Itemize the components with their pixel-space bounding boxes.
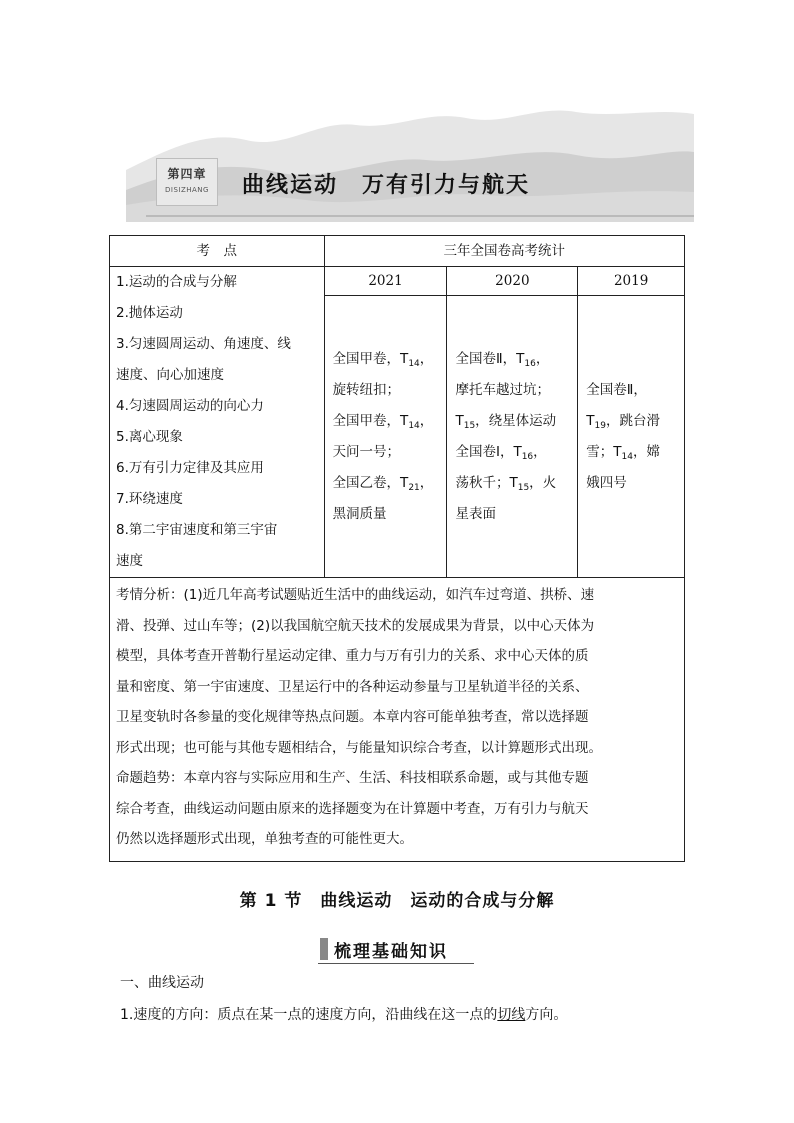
stat-subscript: 15: [463, 420, 476, 431]
stat-line: [333, 375, 439, 406]
stat-text: 星表面: [455, 505, 496, 522]
analysis-line: 命题趋势：本章内容与实际应用和生产、生活、科技相联系命题，或与其他专题: [116, 770, 589, 786]
sub-heading: 一、曲线运动: [120, 975, 204, 991]
stat-subscript: 19: [594, 420, 606, 431]
stat-line: [586, 468, 676, 499]
stat-text: 旋转纽扣；: [332, 381, 401, 398]
knowledge-point: 4.匀速圆周运动的向心力: [116, 398, 264, 414]
stat-text: 娥四号: [586, 474, 627, 491]
knowledge-point: 5.离心现象: [116, 429, 183, 445]
stat-text: 黑洞质量: [332, 505, 387, 522]
analysis-line: 滑、投弹、过山车等；(2)以我国航空航天技术的发展成果为背景，以中心天体为: [116, 617, 595, 634]
analysis-cell: [110, 578, 685, 862]
stat-text: T: [586, 412, 595, 429]
analysis-line: 考情分析：(1)近几年高考试题贴近生活中的曲线运动，如汽车过弯道、拱桥、速: [116, 587, 595, 603]
stat-line: [455, 375, 569, 406]
stat-text: 荡秋千；T: [455, 474, 518, 491]
stat-text: ，嫦: [632, 443, 660, 460]
section-title: 第 1 节 曲线运动 运动的合成与分解: [239, 891, 555, 911]
stat-line: [333, 406, 439, 437]
stat-subscript: 16: [521, 451, 534, 462]
year-2019: 2019: [578, 267, 685, 296]
stat-subscript: 16: [524, 358, 536, 369]
stat-line: [333, 499, 439, 530]
label-bar-icon: [320, 938, 328, 960]
analysis-line: 量和密度、第一宇宙速度、卫星运行中的各种运动参量与卫星轨道半径的关系、: [116, 678, 589, 695]
section-label: [318, 935, 474, 964]
stat-text: 全国卷Ⅱ，: [586, 381, 647, 398]
year-2021: 2021: [324, 267, 447, 296]
stat-text: ，: [419, 474, 434, 491]
stat-text: 全国乙卷，T: [332, 474, 409, 491]
knowledge-point: 6.万有引力定律及其应用: [116, 460, 264, 476]
stat-text: T: [455, 412, 464, 429]
stat-text: ，火: [529, 474, 557, 491]
knowledge-point: 3.匀速圆周运动、角速度、线: [116, 336, 291, 352]
stat-text: 雪；T: [586, 443, 622, 460]
knowledge-point: 速度、向心加速度: [116, 367, 224, 383]
stat-text: ，绕星体运动: [475, 412, 557, 429]
knowledge-point: 7.环绕速度: [116, 491, 183, 507]
paragraph: [120, 1004, 567, 1024]
paragraph-prefix: 1.速度的方向：质点在某一点的速度方向，沿曲线在这一点的: [120, 1007, 498, 1023]
paragraph-underlined: 切线: [497, 1007, 526, 1023]
stat-text: 全国卷Ⅰ，T: [455, 443, 522, 460]
stat-line: [455, 437, 569, 468]
stat-text: ，跳台滑: [605, 412, 660, 429]
knowledge-point: 速度: [116, 553, 143, 569]
knowledge-point: 1.运动的合成与分解: [116, 274, 237, 290]
year-2020: 2020: [447, 267, 578, 296]
stat-text: ，: [419, 412, 434, 429]
stats-2019: [578, 296, 685, 578]
stat-subscript: 15: [517, 482, 530, 493]
stat-line: [586, 437, 676, 468]
stat-text: 全国甲卷，T: [332, 350, 409, 367]
chapter-badge: [156, 158, 218, 206]
header-knowledge-points: 考 点: [110, 236, 325, 267]
stat-text: ，: [533, 443, 547, 460]
chapter-badge-en: DISIZHANG: [165, 186, 209, 194]
stat-subscript: 14: [621, 451, 633, 462]
knowledge-points-cell: [110, 267, 325, 578]
stat-subscript: 21: [408, 482, 420, 493]
stats-2020: [447, 296, 578, 578]
stat-text: 全国甲卷，T: [332, 412, 409, 429]
stat-text: 全国卷Ⅱ，T: [455, 350, 525, 367]
stat-line: [333, 437, 439, 468]
section-label-text: 梳理基础知识: [334, 942, 448, 962]
paragraph-suffix: 方向。: [525, 1007, 568, 1023]
stat-line: [455, 406, 569, 437]
stat-line: [455, 468, 569, 499]
knowledge-point: 2.抛体运动: [116, 305, 183, 321]
exam-statistics-table: [109, 235, 685, 862]
stat-line: [586, 375, 676, 406]
analysis-line: 形式出现；也可能与其他专题相结合，与能量知识综合考查，以计算题形式出现。: [116, 739, 602, 756]
stat-text: 摩托车越过坑；: [455, 381, 550, 398]
stat-text: ，: [535, 350, 550, 367]
stat-text: ，: [419, 350, 434, 367]
knowledge-point: 8.第二宇宙速度和第三宇宙: [116, 522, 278, 538]
stats-2021: [324, 296, 447, 578]
stat-line: [586, 406, 676, 437]
analysis-line: 模型，具体考查开普勒行星运动定律、重力与万有引力的关系、求中心天体的质: [116, 648, 589, 664]
analysis-line: 卫星变轨时各参量的变化规律等热点问题。本章内容可能单独考查，常以选择题: [116, 709, 589, 725]
header-exam-stats: 三年全国卷高考统计: [324, 236, 684, 267]
stat-text: 天问一号；: [332, 443, 401, 460]
stat-line: [333, 344, 439, 375]
stat-line: [455, 344, 569, 375]
analysis-line: 综合考查，曲线运动问题由原来的选择题变为在计算题中考查，万有引力与航天: [116, 800, 589, 817]
stat-subscript: 14: [408, 420, 420, 431]
chapter-badge-cn: 第四章: [167, 167, 207, 181]
stat-subscript: 14: [408, 358, 420, 369]
chapter-title: 曲线运动 万有引力与航天: [242, 173, 531, 198]
stat-line: [455, 499, 569, 530]
stat-line: [333, 468, 439, 499]
analysis-line: 仍然以选择题形式出现，单独考查的可能性更大。: [116, 831, 413, 847]
